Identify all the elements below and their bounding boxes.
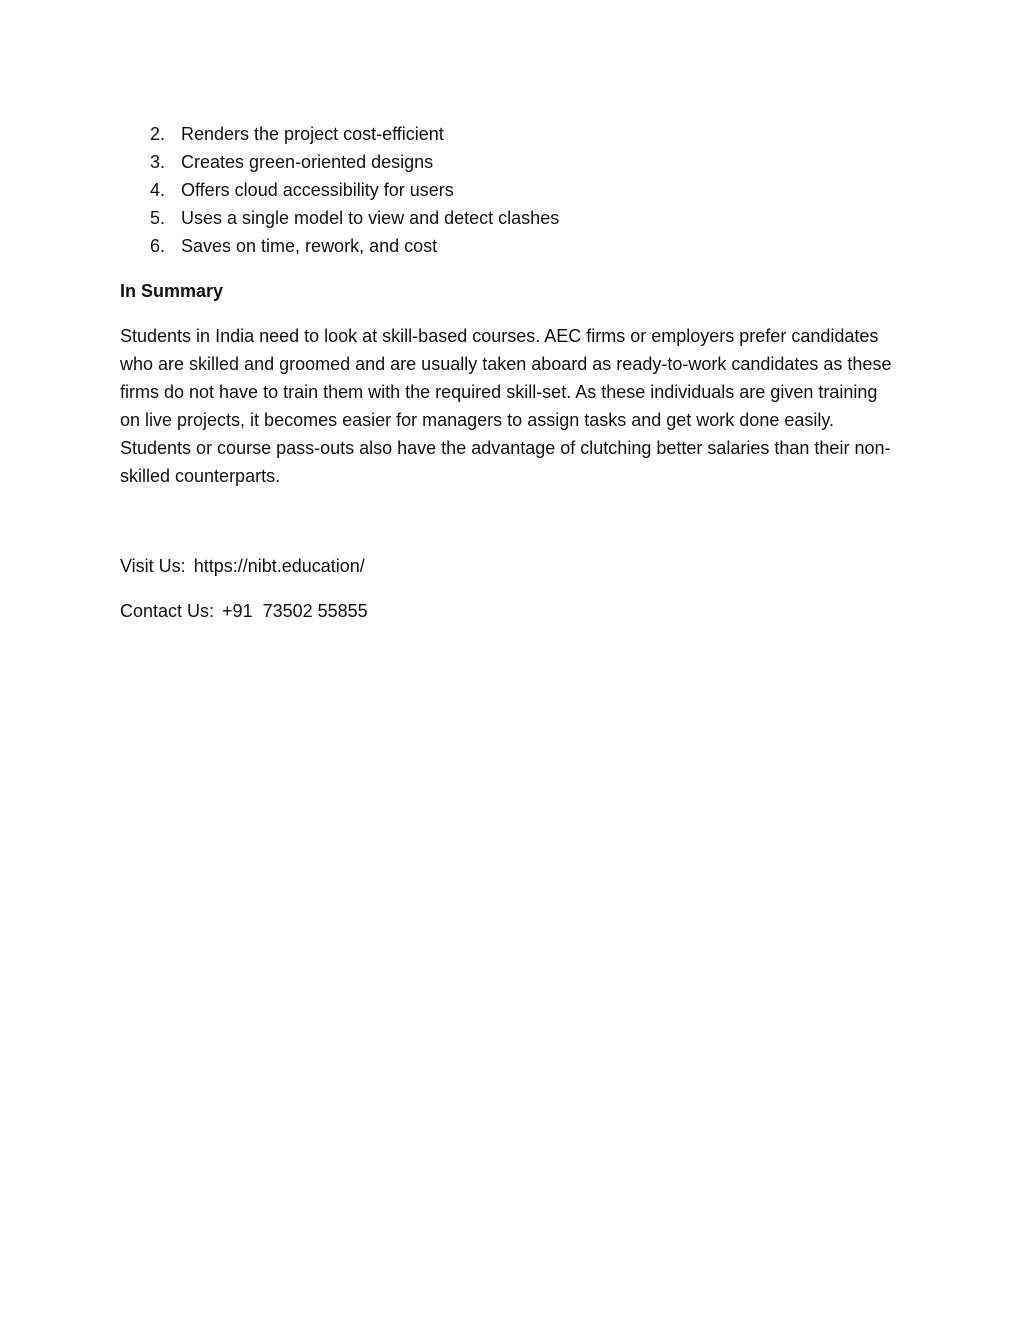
visit-label: Visit Us:: [120, 556, 186, 576]
contact-line: [120, 598, 368, 624]
list-number: 5.: [150, 208, 166, 228]
list-text: Offers cloud accessibility for users: [181, 180, 454, 200]
phone-number: +91 73502 55855: [222, 601, 368, 621]
list-number: 3.: [150, 152, 166, 172]
list-item: [150, 148, 559, 176]
list-item: [150, 232, 559, 260]
summary-paragraph: Students in India need to look at skill-based courses. AEC firms or employers prefer candidates who are skilled and groomed and are usually taken aboard as ready-to-work candidates as these firms do not have to train them with the required skill-set. As these individuals are given training on live projects, it becomes easier for managers to assign tasks and get work done easily. Students or course pass-outs also have the advantage of clutching better salaries than their non-skilled counterparts.: [120, 326, 892, 486]
summary-heading: In Summary: [120, 281, 224, 301]
list-item: [150, 120, 559, 148]
list-text: Renders the project cost-efficient: [181, 124, 444, 144]
list-text: Uses a single model to view and detect clashes: [181, 208, 560, 228]
list-number: 4.: [150, 180, 166, 200]
list-text: Saves on time, rework, and cost: [181, 236, 438, 256]
list-text: Creates green-oriented designs: [181, 152, 434, 172]
list-item: [150, 204, 559, 232]
website-link[interactable]: https://nibt.education/: [193, 556, 365, 576]
benefits-list: [150, 120, 559, 260]
list-number: 2.: [150, 124, 166, 144]
contact-label: Contact Us:: [120, 601, 215, 621]
list-number: 6.: [150, 236, 166, 256]
visit-line: [120, 553, 365, 579]
list-item: [150, 176, 559, 204]
